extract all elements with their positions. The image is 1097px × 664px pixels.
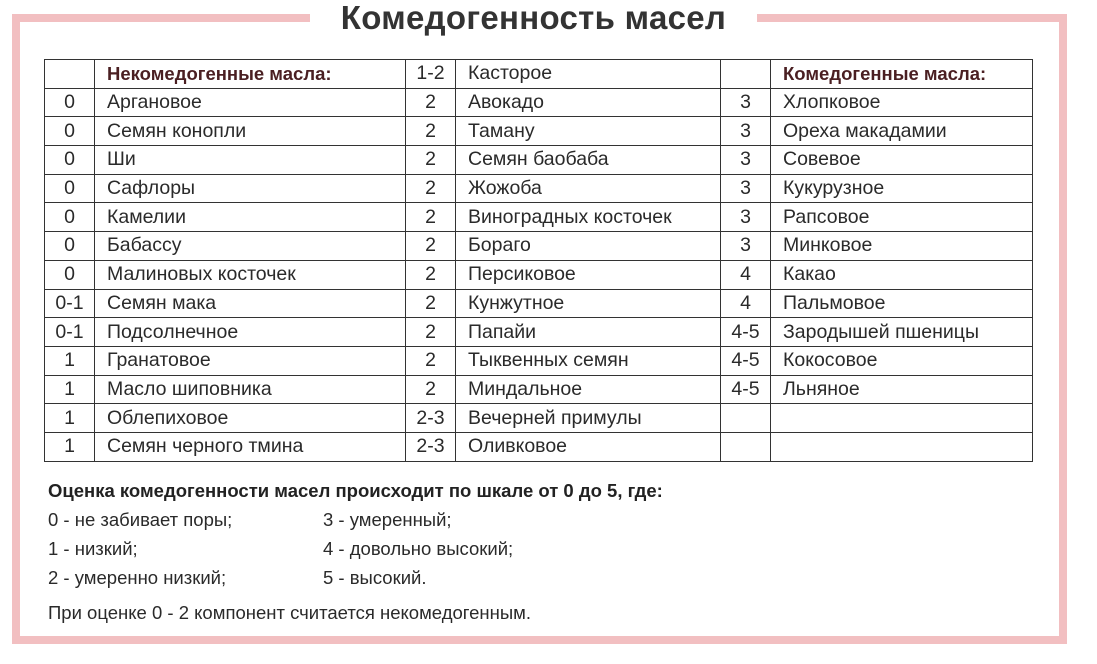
rating-cell: 3 (721, 203, 771, 232)
oil-name-cell: Оливковое (456, 432, 721, 461)
page-title: Комедогенность масел (310, 0, 757, 40)
rating-cell (721, 432, 771, 461)
table-body (45, 60, 1033, 462)
rating-cell: 2 (406, 346, 456, 375)
oil-name-cell: Вечерней примулы (456, 404, 721, 433)
table-row (45, 232, 1033, 261)
rating-cell: 3 (721, 174, 771, 203)
table-row (45, 404, 1033, 433)
header-mid-oil: Касторое (456, 60, 721, 89)
oil-name-cell: Кунжутное (456, 289, 721, 318)
oil-name-cell: Персиковое (456, 260, 721, 289)
legend-scale-3: 3 - умеренный; (323, 509, 452, 530)
rating-cell: 2 (406, 375, 456, 404)
rating-cell: 2 (406, 232, 456, 261)
rating-cell: 2-3 (406, 404, 456, 433)
oil-name-cell: Рапсовое (771, 203, 1033, 232)
rating-cell: 4-5 (721, 375, 771, 404)
rating-cell: 0 (45, 146, 95, 175)
oil-name-cell: Семян мака (95, 289, 406, 318)
table-row (45, 289, 1033, 318)
legend-scale-1: 1 - низкий; (48, 538, 138, 559)
oil-name-cell: Пальмовое (771, 289, 1033, 318)
table-row (45, 346, 1033, 375)
rating-cell: 2 (406, 117, 456, 146)
rating-cell: 0 (45, 117, 95, 146)
legend-scale-0: 0 - не забивает поры; (48, 509, 233, 530)
frame-border-bottom (12, 636, 1067, 644)
rating-cell: 4-5 (721, 318, 771, 347)
oil-name-cell: Малиновых косточек (95, 260, 406, 289)
frame-border-top-right (757, 14, 1067, 22)
table-row (45, 432, 1033, 461)
oil-name-cell (771, 432, 1033, 461)
rating-cell: 4 (721, 289, 771, 318)
oil-name-cell: Виноградных косточек (456, 203, 721, 232)
rating-cell: 1 (45, 404, 95, 433)
rating-cell: 0-1 (45, 289, 95, 318)
frame-border-right (1059, 14, 1067, 644)
oil-name-cell: Миндальное (456, 375, 721, 404)
rating-cell: 0 (45, 203, 95, 232)
table-row (45, 174, 1033, 203)
legend-scale-4: 4 - довольно высокий; (323, 538, 514, 559)
rating-cell: 1 (45, 375, 95, 404)
non-comedogenic-header: Некомедогенные масла: (95, 60, 406, 89)
rating-cell: 0 (45, 88, 95, 117)
rating-cell: 2 (406, 203, 456, 232)
oil-name-cell: Аргановое (95, 88, 406, 117)
rating-cell: 2 (406, 260, 456, 289)
header-mid-rating: 1-2 (406, 60, 456, 89)
oil-name-cell: Льняное (771, 375, 1033, 404)
oil-name-cell: Бораго (456, 232, 721, 261)
oil-name-cell: Сафлоры (95, 174, 406, 203)
oil-name-cell: Зародышей пшеницы (771, 318, 1033, 347)
rating-cell: 4 (721, 260, 771, 289)
rating-cell: 2 (406, 88, 456, 117)
legend-scale-5: 5 - высокий. (323, 567, 427, 588)
legend-scale-2: 2 - умеренно низкий; (48, 567, 227, 588)
rating-cell: 4-5 (721, 346, 771, 375)
legend-heading: Оценка комедогенности масел происходит по шкале от 0 до 5, где: (48, 480, 663, 501)
legend-note: При оценке 0 - 2 компонент считается некомедогенным. (48, 602, 531, 623)
table-row (45, 203, 1033, 232)
table-row (45, 88, 1033, 117)
oil-name-cell: Минковое (771, 232, 1033, 261)
oil-name-cell: Кукурузное (771, 174, 1033, 203)
rating-cell: 2 (406, 174, 456, 203)
table-row (45, 117, 1033, 146)
oil-name-cell: Семян баобаба (456, 146, 721, 175)
table-row (45, 375, 1033, 404)
rating-cell: 1 (45, 432, 95, 461)
oil-name-cell: Ши (95, 146, 406, 175)
oil-name-cell: Гранатовое (95, 346, 406, 375)
oil-name-cell: Авокадо (456, 88, 721, 117)
rating-cell: 2 (406, 318, 456, 347)
rating-cell: 0 (45, 174, 95, 203)
table-row (45, 318, 1033, 347)
frame-border-left (12, 14, 20, 644)
rating-cell: 2-3 (406, 432, 456, 461)
rating-cell: 3 (721, 146, 771, 175)
oil-name-cell: Бабассу (95, 232, 406, 261)
rating-cell: 1 (45, 346, 95, 375)
rating-cell: 3 (721, 117, 771, 146)
oil-name-cell: Совевое (771, 146, 1033, 175)
oil-name-cell: Семян конопли (95, 117, 406, 146)
oil-name-cell: Семян черного тмина (95, 432, 406, 461)
oil-name-cell: Папайи (456, 318, 721, 347)
rating-cell: 0-1 (45, 318, 95, 347)
oil-name-cell: Тыквенных семян (456, 346, 721, 375)
header-empty-cell (45, 60, 95, 89)
rating-cell: 0 (45, 260, 95, 289)
oil-name-cell: Ореха макадамии (771, 117, 1033, 146)
oil-name-cell (771, 404, 1033, 433)
rating-cell: 2 (406, 289, 456, 318)
oil-name-cell: Кокосовое (771, 346, 1033, 375)
rating-cell: 2 (406, 146, 456, 175)
comedogenic-table (44, 59, 1033, 462)
oil-name-cell: Жожоба (456, 174, 721, 203)
oil-name-cell: Камелии (95, 203, 406, 232)
comedogenic-header: Комедогенные масла: (771, 60, 1033, 89)
table-header-row (45, 60, 1033, 89)
header-empty-cell (721, 60, 771, 89)
rating-cell: 0 (45, 232, 95, 261)
oil-name-cell: Какао (771, 260, 1033, 289)
rating-cell (721, 404, 771, 433)
table-row (45, 260, 1033, 289)
oil-name-cell: Облепиховое (95, 404, 406, 433)
frame-border-top-left (12, 14, 312, 22)
oil-name-cell: Подсолнечное (95, 318, 406, 347)
oil-name-cell: Таману (456, 117, 721, 146)
oil-name-cell: Масло шиповника (95, 375, 406, 404)
rating-cell: 3 (721, 232, 771, 261)
rating-cell: 3 (721, 88, 771, 117)
oil-name-cell: Хлопковое (771, 88, 1033, 117)
table-row (45, 146, 1033, 175)
